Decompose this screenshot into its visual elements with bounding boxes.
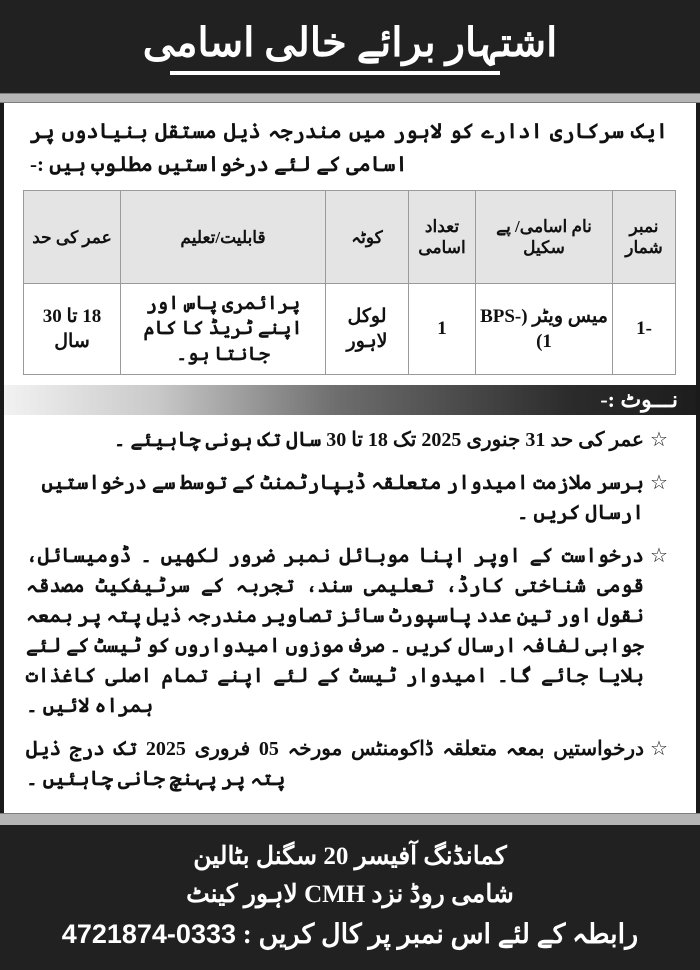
list-item	[26, 734, 674, 794]
list-item	[26, 425, 674, 455]
footer-banner	[0, 825, 700, 970]
cell-age: 18 تا 30 سال	[24, 284, 121, 375]
list-item	[26, 541, 674, 721]
title-underline	[170, 71, 500, 75]
column-header-number: تعداد اسامی	[409, 191, 476, 284]
note-text: برسر ملازمت امیدوار متعلقہ ڈیپارٹمنٹ کے توسط سے درخواستیں ارسال کریں ۔	[41, 472, 644, 525]
column-header-quota: کوٹہ	[326, 191, 409, 284]
note-text: درخواست کے اوپر اپنا موبائل نمبر ضرور لکھیں ۔ ڈومیسائل، قومی شناختی کارڈ، تعلیمی سند، تجربہ کے سرٹیفکیٹ مصدقہ نقول اور تین عدد پاسپورٹ سائز تصاویر مندرجہ ذیل پتہ پر بمعہ جوابی لفافہ ارسال کریں ۔ صرف موزوں امیدواروں کو ٹیسٹ کے لئے بلایا جائے گا۔ امیدوار ٹیسٹ کے لئے اپنے تمام اصلی کاغذات ہمراہ لائیں ۔	[26, 545, 644, 718]
column-header-post: نام اسامی/ پے سکیل	[476, 191, 613, 284]
page-title: اشتہار برائے خالی اسامی	[142, 20, 558, 66]
footer-phone-number[interactable]: 0333-4721874	[61, 918, 236, 949]
column-header-serial: نمبر شمار	[613, 191, 676, 284]
note-text: عمر کی حد 31 جنوری 2025 تک 18 تا 30 سال تک ہونی چاہیئے ۔	[113, 429, 644, 452]
table-body	[24, 284, 676, 375]
footer-contact-line	[62, 919, 638, 950]
header-banner	[0, 0, 700, 93]
top-gray-separator	[0, 93, 700, 104]
note-heading-label: نـــوٹ :-	[600, 387, 678, 413]
vacancy-table-container	[4, 186, 696, 375]
footer-authority: کمانڈنگ آفیسر 20 سگنل بٹالین	[193, 843, 507, 871]
cell-serial: -1	[613, 284, 676, 375]
note-heading-bar	[4, 385, 696, 415]
star-icon: ☆	[650, 545, 668, 568]
footer-contact-label: رابطہ کے لئے اس نمبر پر کال کریں :	[242, 918, 639, 949]
note-text: درخواستیں بمعہ متعلقہ ڈاکومنٹس مورخہ 05 فروری 2025 تک درج ذیل پتہ پر پہنچ جانی چاہئیں ۔	[26, 738, 644, 791]
cell-quota: لوکل لاہور	[326, 284, 409, 375]
star-icon: ☆	[650, 472, 668, 495]
cell-post: میس ویٹر (BPS-1)	[476, 284, 613, 375]
footer-address: شامی روڈ نزد CMH لاہور کینٹ	[186, 880, 514, 908]
table-row	[24, 284, 676, 375]
table-header	[24, 191, 676, 284]
star-icon: ☆	[650, 738, 668, 761]
body-frame	[0, 103, 700, 813]
bottom-gray-separator	[0, 813, 700, 824]
star-icon: ☆	[650, 429, 668, 452]
table-header-row	[24, 191, 676, 284]
cell-number: 1	[409, 284, 476, 375]
column-header-qualification: قابلیت/تعلیم	[121, 191, 326, 284]
vacancy-table	[23, 190, 676, 375]
intro-paragraph: ایک سرکاری ادارے کو لاہور میں مندرجہ ذیل مستقل بنیادوں پر اسامی کے لئے درخواستیں مطلوب ہیں :-	[30, 119, 668, 176]
cell-qualification: پرائمری پاس اور اپنے ٹریڈ کا کام جانتا ہو۔	[121, 284, 326, 375]
notes-list	[4, 415, 696, 813]
column-header-age: عمر کی حد	[24, 191, 121, 284]
list-item	[26, 468, 674, 528]
